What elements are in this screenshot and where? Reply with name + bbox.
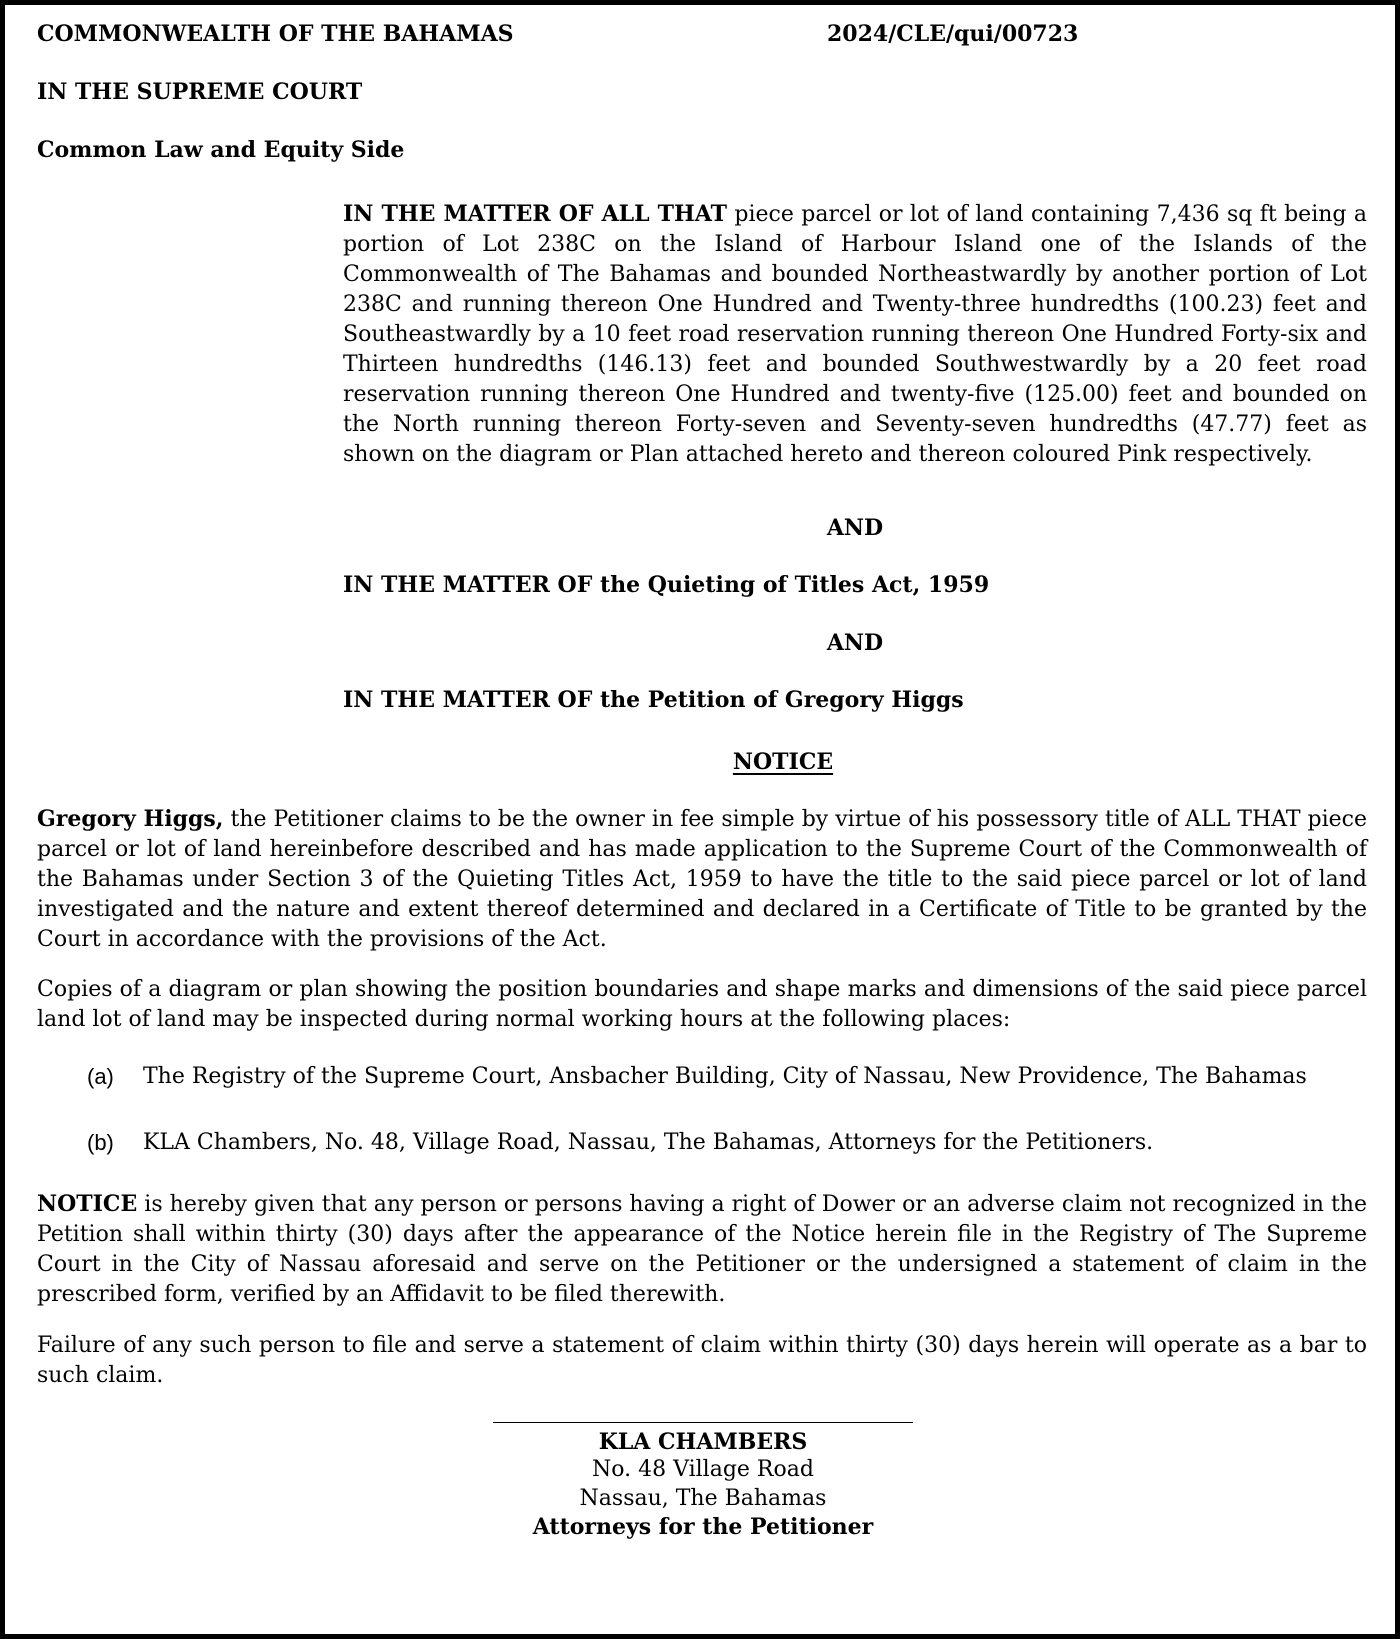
matter-act-heading: IN THE MATTER OF the Quieting of Titles Act, 1959 xyxy=(343,572,990,598)
list-item-label: (a) xyxy=(87,1064,114,1089)
notice-title-wrap xyxy=(37,747,1400,777)
notice-title: NOTICE xyxy=(732,749,834,775)
signature-address-2: Nassau, The Bahamas xyxy=(579,1486,827,1511)
and-separator-1: AND xyxy=(826,515,884,541)
petitioner-paragraph xyxy=(37,804,1367,955)
jurisdiction-heading: COMMONWEALTH OF THE BAHAMAS xyxy=(37,21,514,47)
list-item-label: (b) xyxy=(87,1130,114,1155)
case-number: 2024/CLE/qui/00723 xyxy=(827,21,1079,47)
signature-firm: KLA CHAMBERS xyxy=(598,1429,808,1455)
failure-paragraph: Failure of any such person to file and serve a statement of claim within thirty (30) days herein will operate as a bar to such claim. xyxy=(37,1333,1367,1388)
court-heading: IN THE SUPREME COURT xyxy=(37,79,363,105)
copies-paragraph: Copies of a diagram or plan showing the position boundaries and shape marks and dimensions of the said piece parcel land lot of land may be inspected during normal working hours at the following places: xyxy=(37,977,1367,1032)
and-separator-2: AND xyxy=(826,630,884,656)
list-item-text: KLA Chambers, No. 48, Village Road, Nassau, The Bahamas, Attorneys for the Petitioners. xyxy=(143,1130,1154,1155)
petitioner-name: Gregory Higgs, xyxy=(37,806,224,832)
signature-address-1: No. 48 Village Road xyxy=(592,1457,814,1482)
signature-line xyxy=(493,1422,913,1423)
list-item-text: The Registry of the Supreme Court, Ansbacher Building, City of Nassau, New Providence, The Bahamas xyxy=(143,1064,1307,1089)
matter-petition-heading: IN THE MATTER OF the Petition of Gregory Higgs xyxy=(343,687,964,713)
matter-land-lead: IN THE MATTER OF ALL THAT xyxy=(343,201,728,227)
notice-body: is hereby given that any person or persons having a right of Dower or an adverse claim not recognized in the Petition shall within thirty (30) days after the appearance of the Notice herein file in the Registry of The Supreme Court in the City of Nassau aforesaid and serve on the Petitioner or the undersigned a statement of claim in the prescribed form, verified by an Affidavit to be filed therewith. xyxy=(37,1192,1367,1307)
notice-lead: NOTICE xyxy=(37,1191,138,1217)
list-item xyxy=(87,1062,1367,1092)
court-side-heading: Common Law and Equity Side xyxy=(37,137,405,163)
petitioner-body: the Petitioner claims to be the owner in fee simple by virtue of his possessory title of ALL THAT piece parcel or lot of land hereinbefore described and has made application to the Supreme Court of the Commonwealth of the Bahamas under Section 3 of the Quieting Titles Act, 1959 to have the title to the said piece parcel or lot of land investigated and the nature and extent thereof determined and declared in a Certificate of Title to be granted by the Court in accordance with the provisions of the Act. xyxy=(37,807,1368,952)
list-item xyxy=(87,1128,1367,1158)
matter-land-body: piece parcel or lot of land containing 7,436 sq ft being a portion of Lot 238C on the Island of Harbour Island one of the Islands of the Commonwealth of The Bahamas and bounded Northeastwardly by another portion of Lot 238C and running thereon One Hundred and Twenty-three hundredths (100.23) feet and Southeastwardly by a 10 feet road reservation running thereon One Hundred Forty-six and Thirteen hundredths (146.13) feet and bounded Southwestwardly by a 20 feet road reservation running thereon One Hundred and twenty-five (125.00) feet and bounded on the North running thereon Forty-seven and Seventy-seven hundredths (47.77) feet as shown on the diagram or Plan attached hereto and thereon coloured Pink respectively. xyxy=(343,202,1367,467)
signature-role: Attorneys for the Petitioner xyxy=(532,1514,874,1540)
matter-land-paragraph xyxy=(343,199,1367,470)
notice-paragraph xyxy=(37,1189,1367,1310)
